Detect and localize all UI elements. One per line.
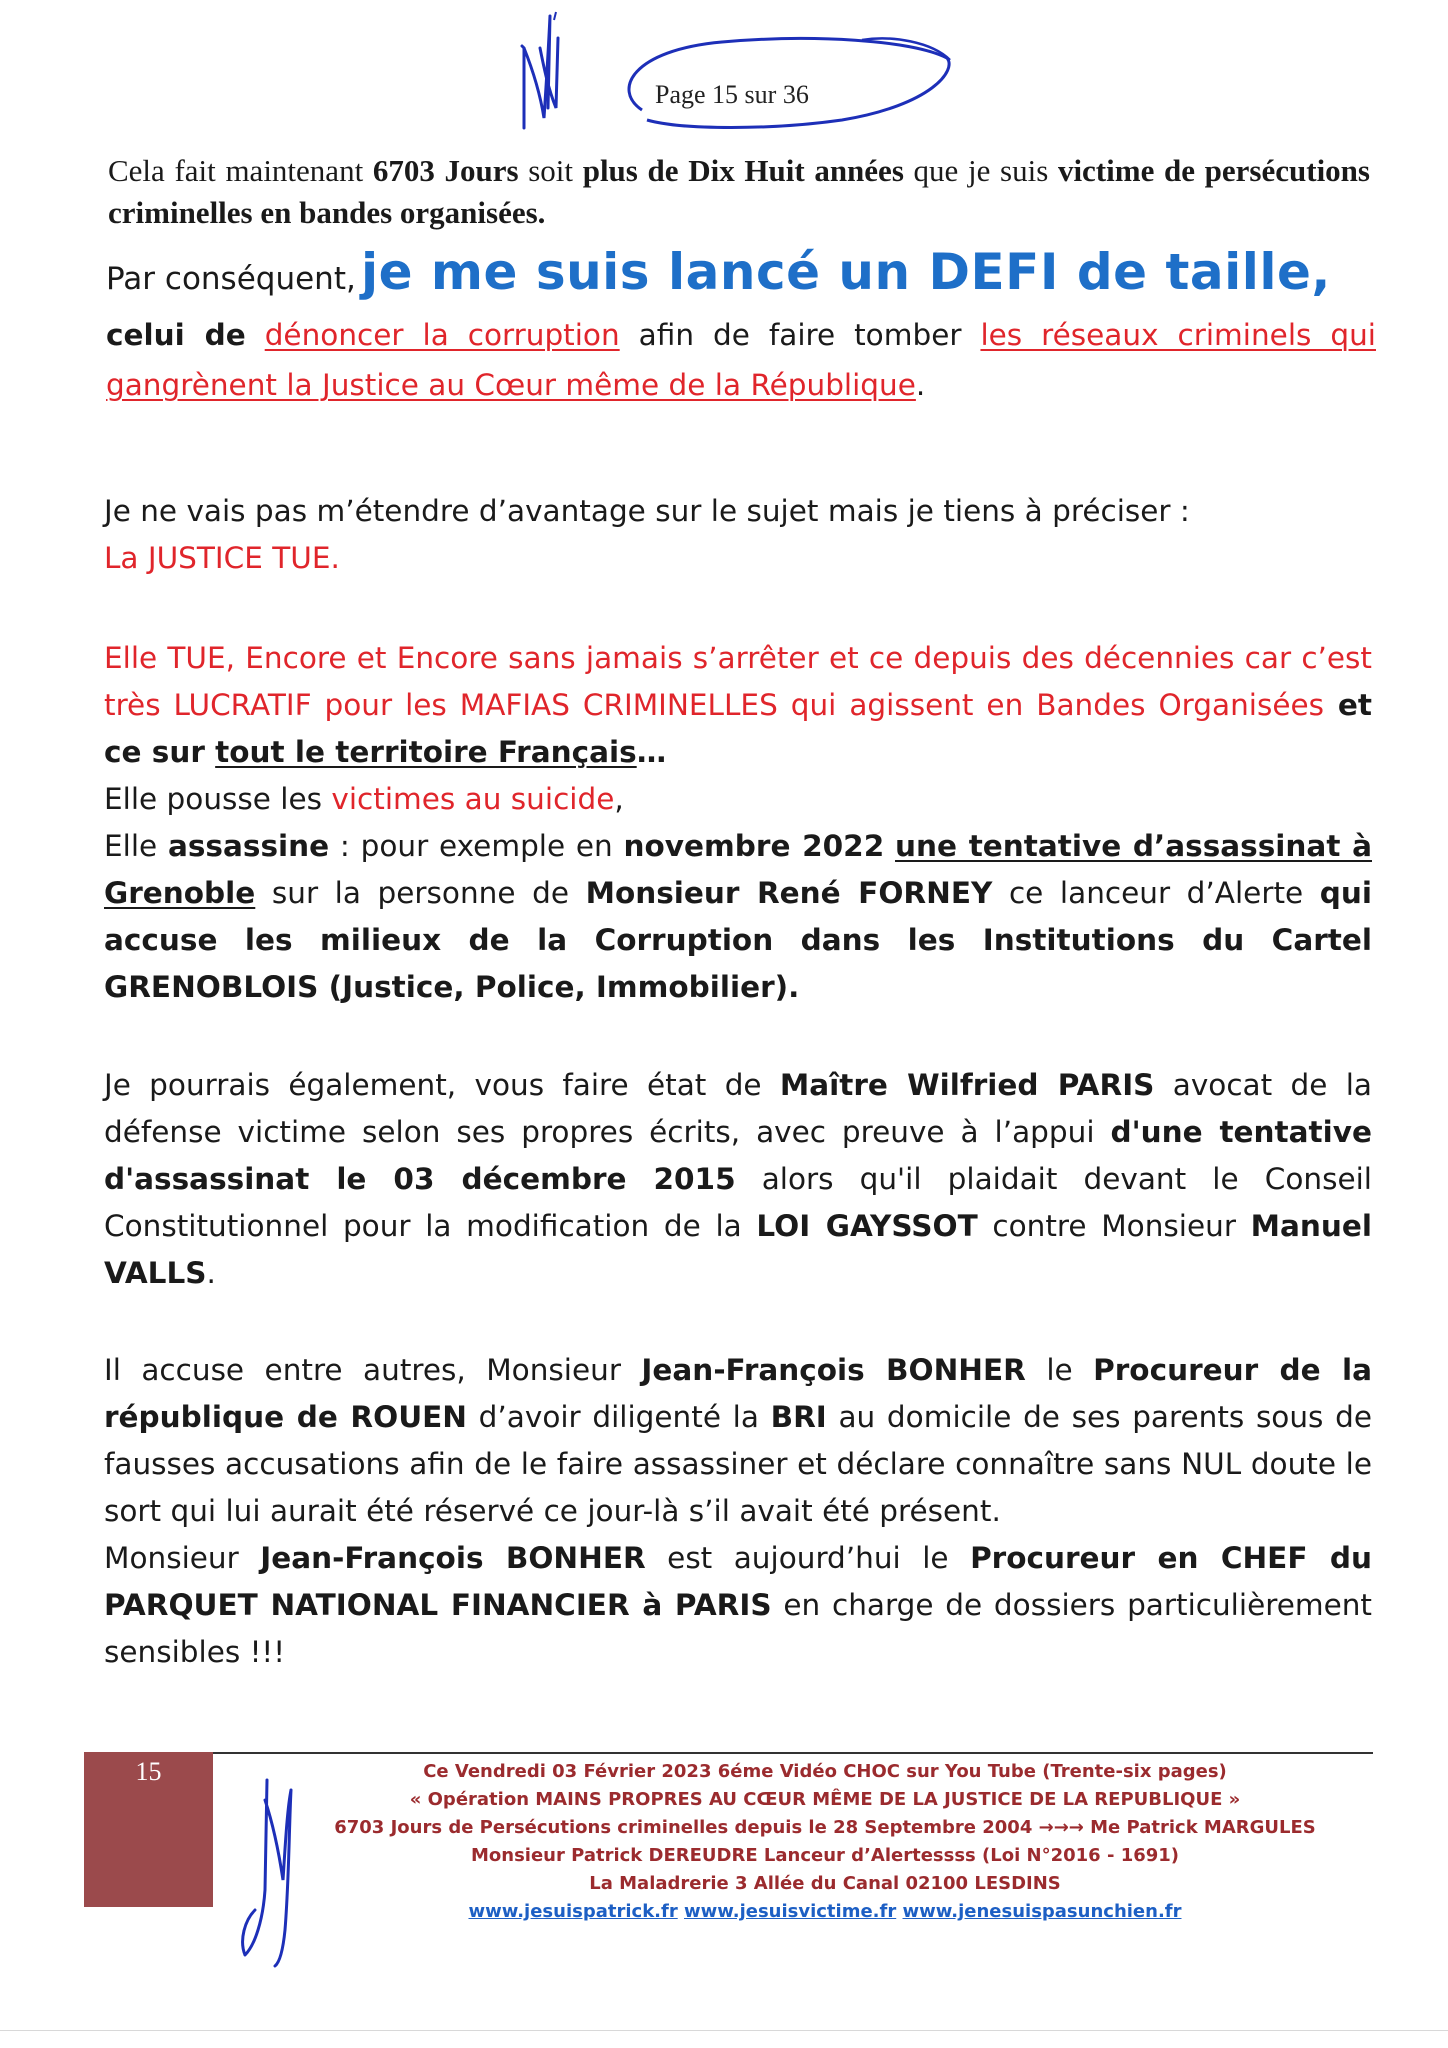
text-run: . (915, 368, 926, 402)
text-run: le (1025, 1353, 1094, 1387)
text-run: Monsieur (104, 1541, 261, 1575)
text-run: soit (518, 153, 583, 188)
text-run: en charge de dossiers particulièrement sensibles !!! (104, 1588, 1372, 1669)
text-run-bold-underlined: tout le territoire Français (215, 735, 637, 769)
text-run: est aujourd’hui le (645, 1541, 971, 1575)
footer-line: « Opération MAINS PROPRES AU CŒUR MÊME DE LA JUSTICE DE LA REPUBLIQUE » (409, 1789, 1241, 1810)
text-run: que je suis (903, 153, 1058, 188)
text-run-bold: qui accuse les milieux de la Corruption dans les Institutions du Cartel GRENOBLOIS (Justice, Police, Immobilier). (104, 876, 1372, 1004)
paragraph-bonher (104, 1347, 1372, 1676)
text-run: Il accuse entre autres, Monsieur (104, 1353, 642, 1387)
handwritten-initials-top (510, 8, 580, 143)
text-run-bold: Procureur en CHEF du PARQUET NATIONAL FINANCIER à PARIS (104, 1541, 1372, 1622)
text-run-bold: et ce sur (104, 688, 1372, 769)
paragraph-justice (104, 488, 1374, 582)
paragraph-kills (104, 635, 1372, 1011)
footer-page-number: 15 (135, 1757, 162, 1786)
paragraph-paris (104, 1062, 1372, 1297)
text-run-bold: Procureur de la république de ROUEN (104, 1353, 1373, 1434)
text-run: au domicile de ses parents sous de fausses accusations afin de le faire assassiner et déclare connaître sans NUL doute le sort qui lui aurait été réservé ce jour-là s’il avait été présent. (104, 1400, 1372, 1528)
text-run-bold: plus de Dix Huit années (582, 153, 904, 188)
text-run: Cela fait maintenant (108, 153, 373, 188)
text-run: . (206, 1256, 216, 1290)
text-run: afin de faire tomber (619, 318, 981, 352)
text-run-red-underlined: les réseaux criminels qui gangrènent la Justice au Cœur même de la République (106, 318, 1376, 402)
paragraph-intro (108, 150, 1370, 234)
text-run: avocat de la défense victime selon ses propres écrits, avec preuve à l’appui (104, 1068, 1372, 1149)
text-run-red: La JUSTICE TUE. (104, 541, 340, 575)
text-run-bold: celui de (106, 318, 246, 352)
text-run-bold: Maître Wilfried PARIS (779, 1068, 1155, 1102)
link-jesuisvictime[interactable]: www.jesuisvictime.fr (684, 1901, 897, 1922)
text-run-bold: victime de persécutions criminelles en bandes organisées. (108, 153, 1370, 230)
text-run: alors qu'il plaidait devant le Conseil Constitutionnel pour la modification de la (104, 1162, 1372, 1243)
text-run: Je ne vais pas m’étendre d’avantage sur le sujet mais je tiens à préciser : (104, 494, 1190, 528)
text-run-red: Elle TUE, Encore et Encore sans jamais s’arrêter et ce depuis des décennies car c’est très LUCRATIF pour les MAFIAS CRIMINELLES qui agissent en Bandes Organisées (104, 641, 1372, 722)
footer-divider (213, 1752, 1373, 1754)
page-number-label: Page 15 sur 36 (655, 80, 809, 109)
paragraph-challenge (106, 243, 1376, 410)
text-run-bold: Manuel VALLS (104, 1209, 1373, 1290)
text-run-bold: assassine (167, 829, 330, 863)
text-run-bold: novembre 2022 (623, 829, 885, 863)
paragraph-challenge-rest (106, 310, 1376, 410)
text-run-bold: Jean-François BONHER (260, 1541, 646, 1575)
text-run-bold: Jean-François BONHER (641, 1353, 1026, 1387)
footer-line: La Maladrerie 3 Allée du Canal 02100 LESDINS (589, 1873, 1061, 1894)
text-run-red: victimes au suicide (331, 782, 615, 816)
text-run: Elle pousse les (104, 782, 332, 816)
text-run: Je pourrais également, vous faire état de (104, 1068, 780, 1102)
text-run (884, 829, 895, 863)
text-run: , (614, 782, 624, 816)
footer-links (300, 1898, 1350, 1926)
text-run: : pour exemple en (329, 829, 624, 863)
text-run: d’avoir diligenté la (467, 1400, 771, 1434)
footer-text (300, 1758, 1350, 1926)
footer-line: 6703 Jours de Persécutions criminelles depuis le 28 Septembre 2004 →→→ Me Patrick MARGULES (334, 1817, 1316, 1838)
text-run-bold-underlined: une tentative d’assassinat à Grenoble (104, 829, 1372, 910)
text-run-bold: d'une tentative d'assassinat le 03 décembre 2015 (104, 1115, 1373, 1196)
text-run-bold: BRI (770, 1400, 827, 1434)
headline-challenge: je me suis lancé un DEFI de taille, (360, 243, 1331, 301)
text-run-bold: 6703 Jours (372, 153, 519, 188)
footer-line: Ce Vendredi 03 Février 2023 6éme Vidéo CHOC sur You Tube (Trente-six pages) (423, 1761, 1227, 1782)
text-run-bold: … (636, 735, 667, 769)
scan-edge-line (0, 2030, 1448, 2031)
text-run: Elle (104, 829, 168, 863)
footer-line: Monsieur Patrick DEREUDRE Lanceur d’Alertessss (Loi N°2016 - 1691) (470, 1845, 1180, 1866)
link-jenesuispasunchien[interactable]: www.jenesuispasunchien.fr (902, 1901, 1182, 1922)
link-jesuispatrick[interactable]: www.jesuispatrick.fr (468, 1901, 678, 1922)
text-run-red-underlined: dénoncer la corruption (264, 318, 620, 352)
text-run: Par conséquent, (106, 261, 356, 297)
text-run-bold: LOI GAYSSOT (756, 1209, 978, 1243)
text-run: ce lanceur d’Alerte (992, 876, 1320, 910)
text-run: sur la personne de (255, 876, 586, 910)
text-run: contre Monsieur (977, 1209, 1251, 1243)
text-run-bold: Monsieur René FORNEY (585, 876, 993, 910)
